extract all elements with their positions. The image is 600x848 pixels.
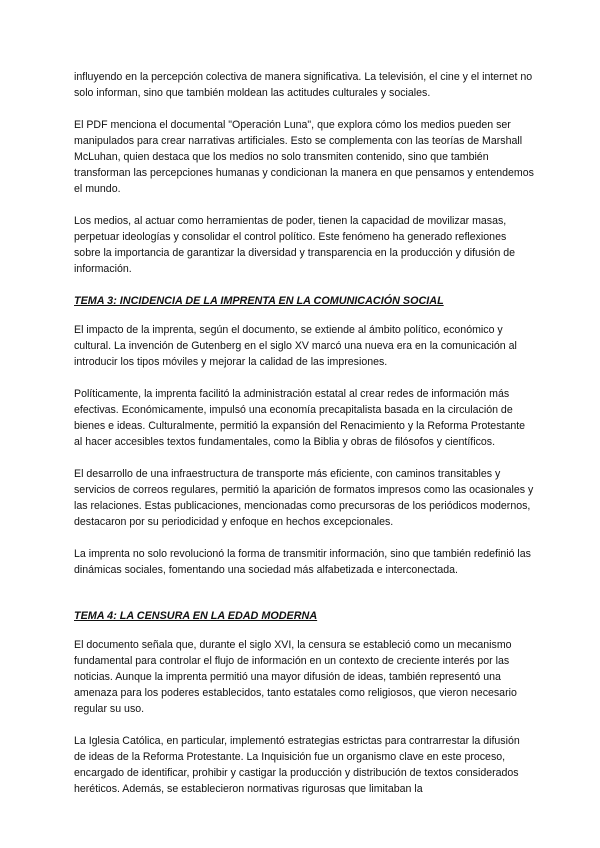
paragraph-imprenta-politics: Políticamente, la imprenta facilitó la administración estatal al crear redes de información más efectivas. Económicamente, impulsó una economía precapitalista basada en la circulación de bienes e ideas. Culturalmente, permitió la expansión del Renacimiento y la Reforma Protestante al hacer accesibles textos fundamentales, como la Biblia y obras de filósofos y científicos. xyxy=(74,388,526,448)
paragraph-imprenta-revolution: La imprenta no solo revolucionó la forma de transmitir información, sino que también redefinió las dinámicas sociales, fomentando una sociedad más alfabetizada e interconectada. xyxy=(74,548,531,576)
paragraph-transport-infrastructure: El desarrollo de una infraestructura de transporte más eficiente, con caminos transitables y servicios de correos regulares, permitió la aparición de formatos impresos como las ocasionales y las relaciones. Estas publicaciones, mencionadas como precursoras de los periódicos modernos, destacaron por su periodicidad y enfoque en hechos excepcionales. xyxy=(74,468,534,528)
paragraph-media-power: Los medios, al actuar como herramientas de poder, tienen la capacidad de movilizar masas, perpetuar ideologías y consolidar el control político. Este fenómeno ha generado reflexiones sobre la importancia de garantizar la diversidad y transparencia en la producción y difusión de información. xyxy=(74,215,516,275)
paragraph-censura-siglo-xvi: El documento señala que, durante el siglo XVI, la censura se estableció como un mecanismo fundamental para controlar el flujo de información en un contexto de creciente interés por las noticias. Aunque la imprenta permitió una mayor difusión de ideas, también representó una amenaza para los poderes establecidos, tanto estatales como religiosos, que vieron necesario regular su uso. xyxy=(74,639,517,715)
section-heading-tema-4: TEMA 4: LA CENSURA EN LA EDAD MODERNA xyxy=(74,610,318,622)
document-body xyxy=(74,69,534,813)
section-heading-tema-3: TEMA 3: INCIDENCIA DE LA IMPRENTA EN LA COMUNICACIÓN SOCIAL xyxy=(74,295,444,307)
paragraph-iglesia-catolica: La Iglesia Católica, en particular, implementó estrategias estrictas para contrarrestar la difusión de ideas de la Reforma Protestante. La Inquisición fue un organismo clave en este proceso, encargado de identificar, prohibir y castigar la producción y distribución de textos considerados heréticos. Además, se establecieron normativas rigurosas que limitaban la xyxy=(74,735,520,795)
paragraph-operacion-luna: El PDF menciona el documental "Operación Luna", que explora cómo los medios pueden ser manipulados para crear narrativas artificiales. Esto se complementa con las teorías de Marshall McLuhan, quien destaca que los medios no solo transmiten contenido, sino que también transforman las percepciones humanas y condicionan la manera en que pensamos y entendemos el mundo. xyxy=(74,119,534,195)
paragraph-media-influence: influyendo en la percepción colectiva de manera significativa. La televisión, el cine y el internet no solo informan, sino que también moldean las actitudes culturales y sociales. xyxy=(74,71,533,99)
paragraph-imprenta-impact: El impacto de la imprenta, según el documento, se extiende al ámbito político, económico y cultural. La invención de Gutenberg en el siglo XV marcó una nueva era en la comunicación al introducir los tipos móviles y mejorar la calidad de las impresiones. xyxy=(74,324,517,368)
